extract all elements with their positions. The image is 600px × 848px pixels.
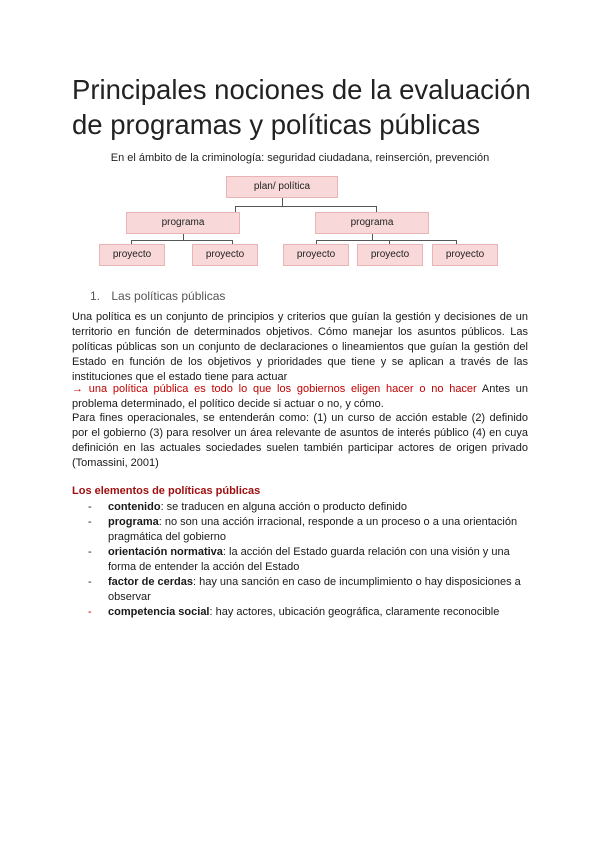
list-item-term: orientación normativa: [108, 546, 223, 558]
list-item-term: factor de cerdas: [108, 576, 193, 588]
diagram-project-box: [432, 244, 498, 266]
bullet-dash: -: [88, 546, 92, 558]
list-item: [72, 605, 532, 620]
connector: [282, 198, 283, 206]
diagram-project-label: proyecto: [112, 249, 152, 260]
hierarchy-diagram: [0, 170, 600, 270]
diagram-project-box: [99, 244, 165, 266]
paragraph-continuation: Antes un problema determinado, el político decide si actuar o no, y cómo.: [72, 383, 528, 410]
section-number: 1.: [90, 289, 101, 303]
diagram-program-label: programa: [350, 217, 394, 228]
page-title: Principales nociones de la evaluación de programas y políticas públicas: [72, 74, 531, 140]
bullet-dash: -: [88, 576, 92, 588]
list-item-term: contenido: [108, 501, 161, 513]
diagram-program-label: programa: [161, 217, 205, 228]
diagram-root-box: [226, 176, 338, 198]
diagram-project-label: proyecto: [370, 249, 410, 260]
diagram-project-label: proyecto: [445, 249, 485, 260]
diagram-root-label: plan/ política: [253, 181, 311, 192]
list-item: [72, 575, 532, 605]
bullet-dash: -: [88, 501, 92, 513]
diagram-project-box: [357, 244, 423, 266]
section-heading-text: Las políticas públicas: [111, 289, 226, 303]
paragraph-definition: Una política es un conjunto de principios y criterios que guían la gestión y decisiones de un territorio en función de determinados objetivos. Cómo manejar los asuntos públicos. Las políticas públicas son un conjunto de declaraciones o lineamientos que guían la gestión del Estado en función de los objetivos y prioridades que tiene y se aplican a través de las instituciones que el estado tiene para actuar: [72, 311, 528, 383]
list-item-text: : no son una acción irracional, responde a un proceso o a una orientación pragmática del gobierno: [108, 516, 518, 543]
diagram-project-label: proyecto: [296, 249, 336, 260]
list-item-text: : hay una sanción en caso de incumplimiento o hay disposiciones a observar: [108, 576, 521, 603]
paragraph-highlight: [72, 382, 528, 412]
list-item-term: competencia social: [108, 606, 210, 618]
diagram-project-label: proyecto: [205, 249, 245, 260]
highlighted-definition: → una política pública es todo lo que los gobiernos eligen hacer o no hacer: [72, 383, 477, 395]
section-heading: [90, 289, 225, 303]
list-item-text: : hay actores, ubicación geográfica, claramente reconocible: [209, 606, 500, 618]
diagram-program-box: [315, 212, 429, 234]
connector: [316, 240, 457, 241]
list-item-text: : la acción del Estado guarda relación con una visión y una forma de entender la acción del Estado: [108, 546, 510, 573]
connector: [235, 206, 377, 207]
bullet-dash: -: [88, 516, 92, 528]
list-item: [72, 500, 532, 515]
connector: [131, 240, 233, 241]
list-item-text: : se traducen en alguna acción o producto definido: [160, 501, 408, 513]
list-item: [72, 545, 532, 575]
diagram-program-box: [126, 212, 240, 234]
elements-list: [72, 500, 532, 620]
subtitle: En el ámbito de la criminología: seguridad ciudadana, reinserción, prevención: [110, 152, 490, 164]
diagram-project-box: [192, 244, 258, 266]
elements-heading: Los elementos de políticas públicas: [72, 485, 261, 497]
list-item: [72, 515, 532, 545]
paragraph-operational: Para fines operacionales, se entenderán como: (1) un curso de acción estable (2) definido por el gobierno (3) para resolver un área relevante de asuntos de interés público (4) en cuya definición en las actuales sociedades suelen también participar actores de origen privado (Tomassini, 2001): [72, 412, 528, 469]
list-item-term: programa: [108, 516, 159, 528]
bullet-dash: -: [88, 606, 92, 618]
diagram-project-box: [283, 244, 349, 266]
